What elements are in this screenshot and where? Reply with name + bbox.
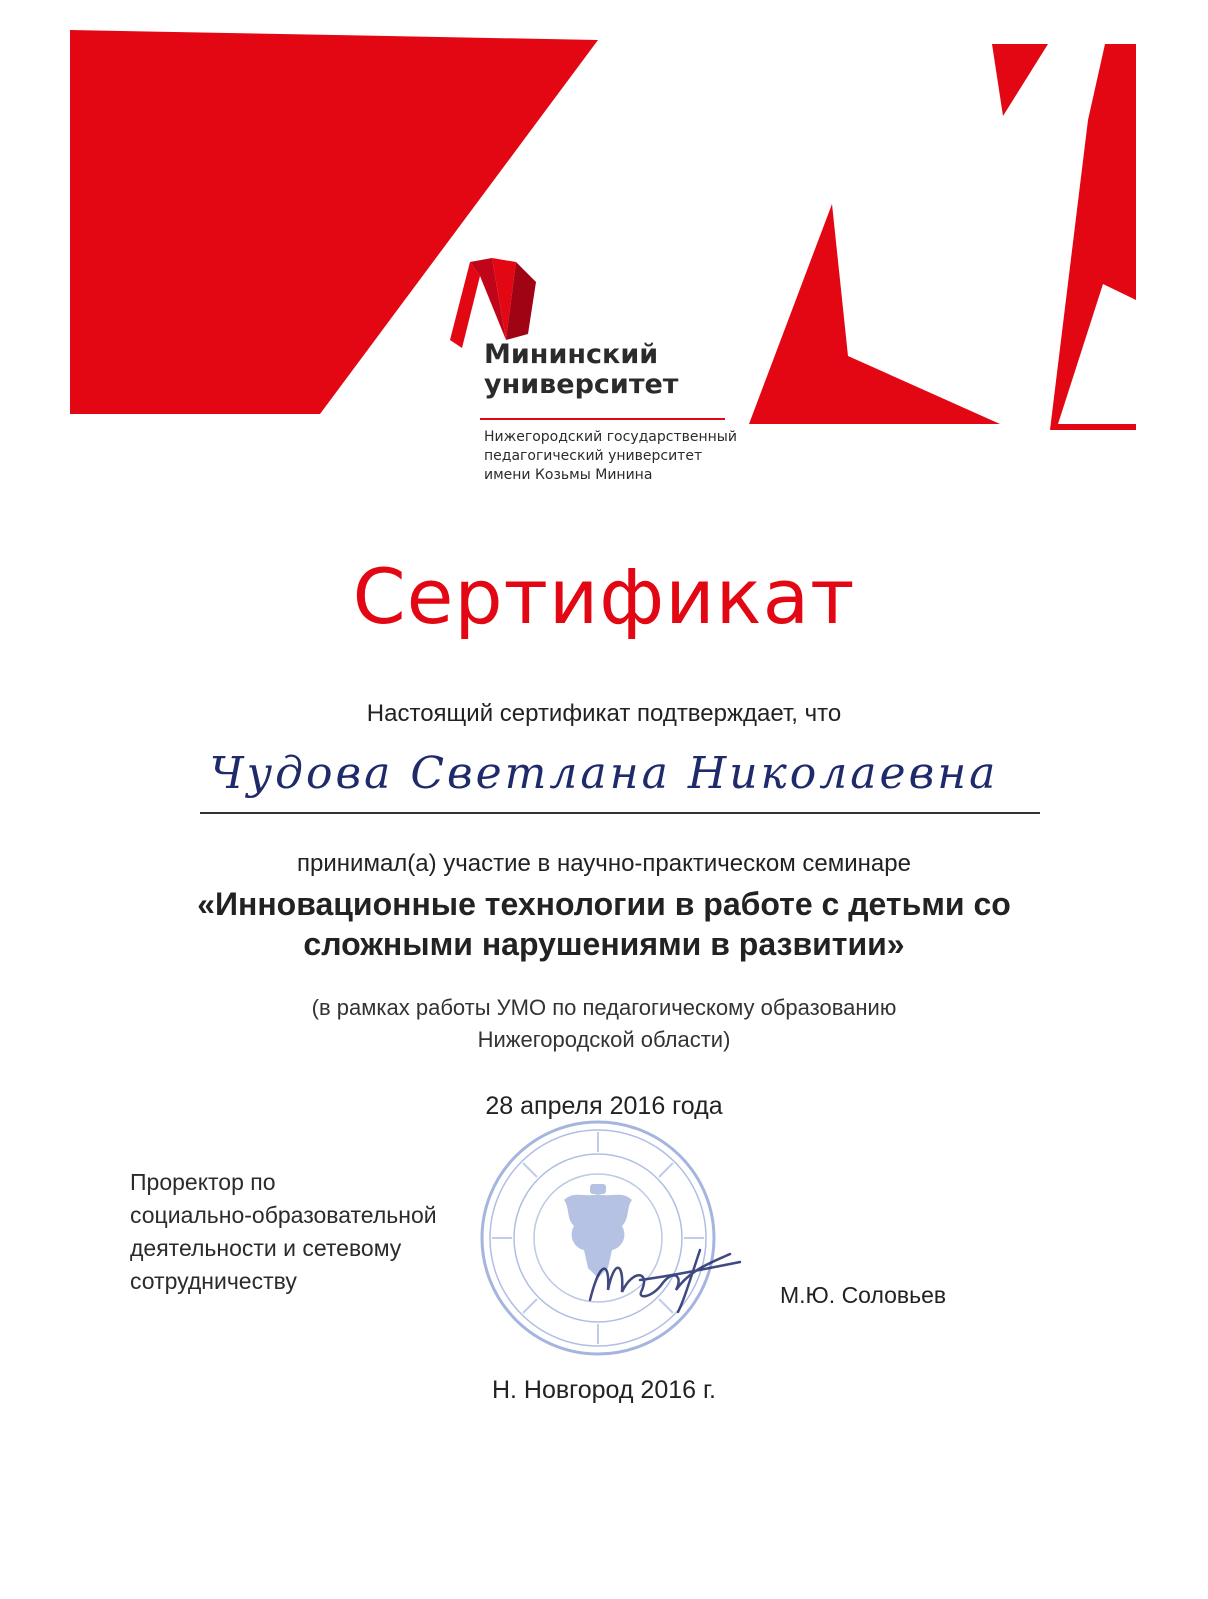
framework-note xyxy=(0,992,1208,1056)
event-date: 28 апреля 2016 года xyxy=(485,1092,723,1120)
position-line1: Проректор по xyxy=(130,1169,276,1195)
university-emblem-icon xyxy=(450,258,536,348)
red-triangle-top xyxy=(992,44,1048,116)
red-triangle-center xyxy=(749,204,1000,424)
seminar-title xyxy=(0,884,1208,964)
logo-name-line1: Мининский xyxy=(484,339,659,370)
position-line2: социально-образовательной xyxy=(130,1202,437,1228)
official-seal-icon xyxy=(478,1118,718,1358)
logo-divider xyxy=(480,418,725,420)
participation-text: принимал(а) участие в научно-практическом семинаре xyxy=(297,850,911,877)
city-year: Н. Новгород 2016 г. xyxy=(491,1376,717,1404)
position-line4: сотрудничеству xyxy=(130,1268,297,1294)
signatory-position xyxy=(130,1166,437,1298)
seminar-title-line1: «Инновационные технологии в работе с детьми со xyxy=(197,886,1011,922)
certificate-title: Сертификат xyxy=(352,552,856,641)
framework-line2: Нижегородской области) xyxy=(477,1027,731,1052)
handwritten-signature-icon xyxy=(580,1240,750,1320)
signatory-name: М.Ю. Соловьев xyxy=(780,1282,947,1308)
decorative-red-shapes xyxy=(0,0,1208,480)
logo-sub-line2: педагогический университет xyxy=(484,448,703,464)
red-shape-right xyxy=(1050,44,1136,430)
logo-sub-line1: Нижегородский государственный xyxy=(484,429,737,445)
seminar-title-line2: сложными нарушениями в развитии» xyxy=(303,926,905,962)
intro-text: Настоящий сертификат подтверждает, что xyxy=(366,700,842,727)
recipient-name: Чудова Светлана Николаевна xyxy=(209,748,999,799)
logo-sub-line3: имени Козьмы Минина xyxy=(484,467,653,483)
university-full-name xyxy=(484,428,737,485)
name-underline xyxy=(200,812,1040,814)
university-logo-name xyxy=(484,340,678,400)
framework-line1: (в рамках работы УМО по педагогическому образованию xyxy=(311,995,897,1020)
position-line3: деятельности и сетевому xyxy=(130,1235,402,1261)
logo-name-line2: университет xyxy=(484,369,679,400)
